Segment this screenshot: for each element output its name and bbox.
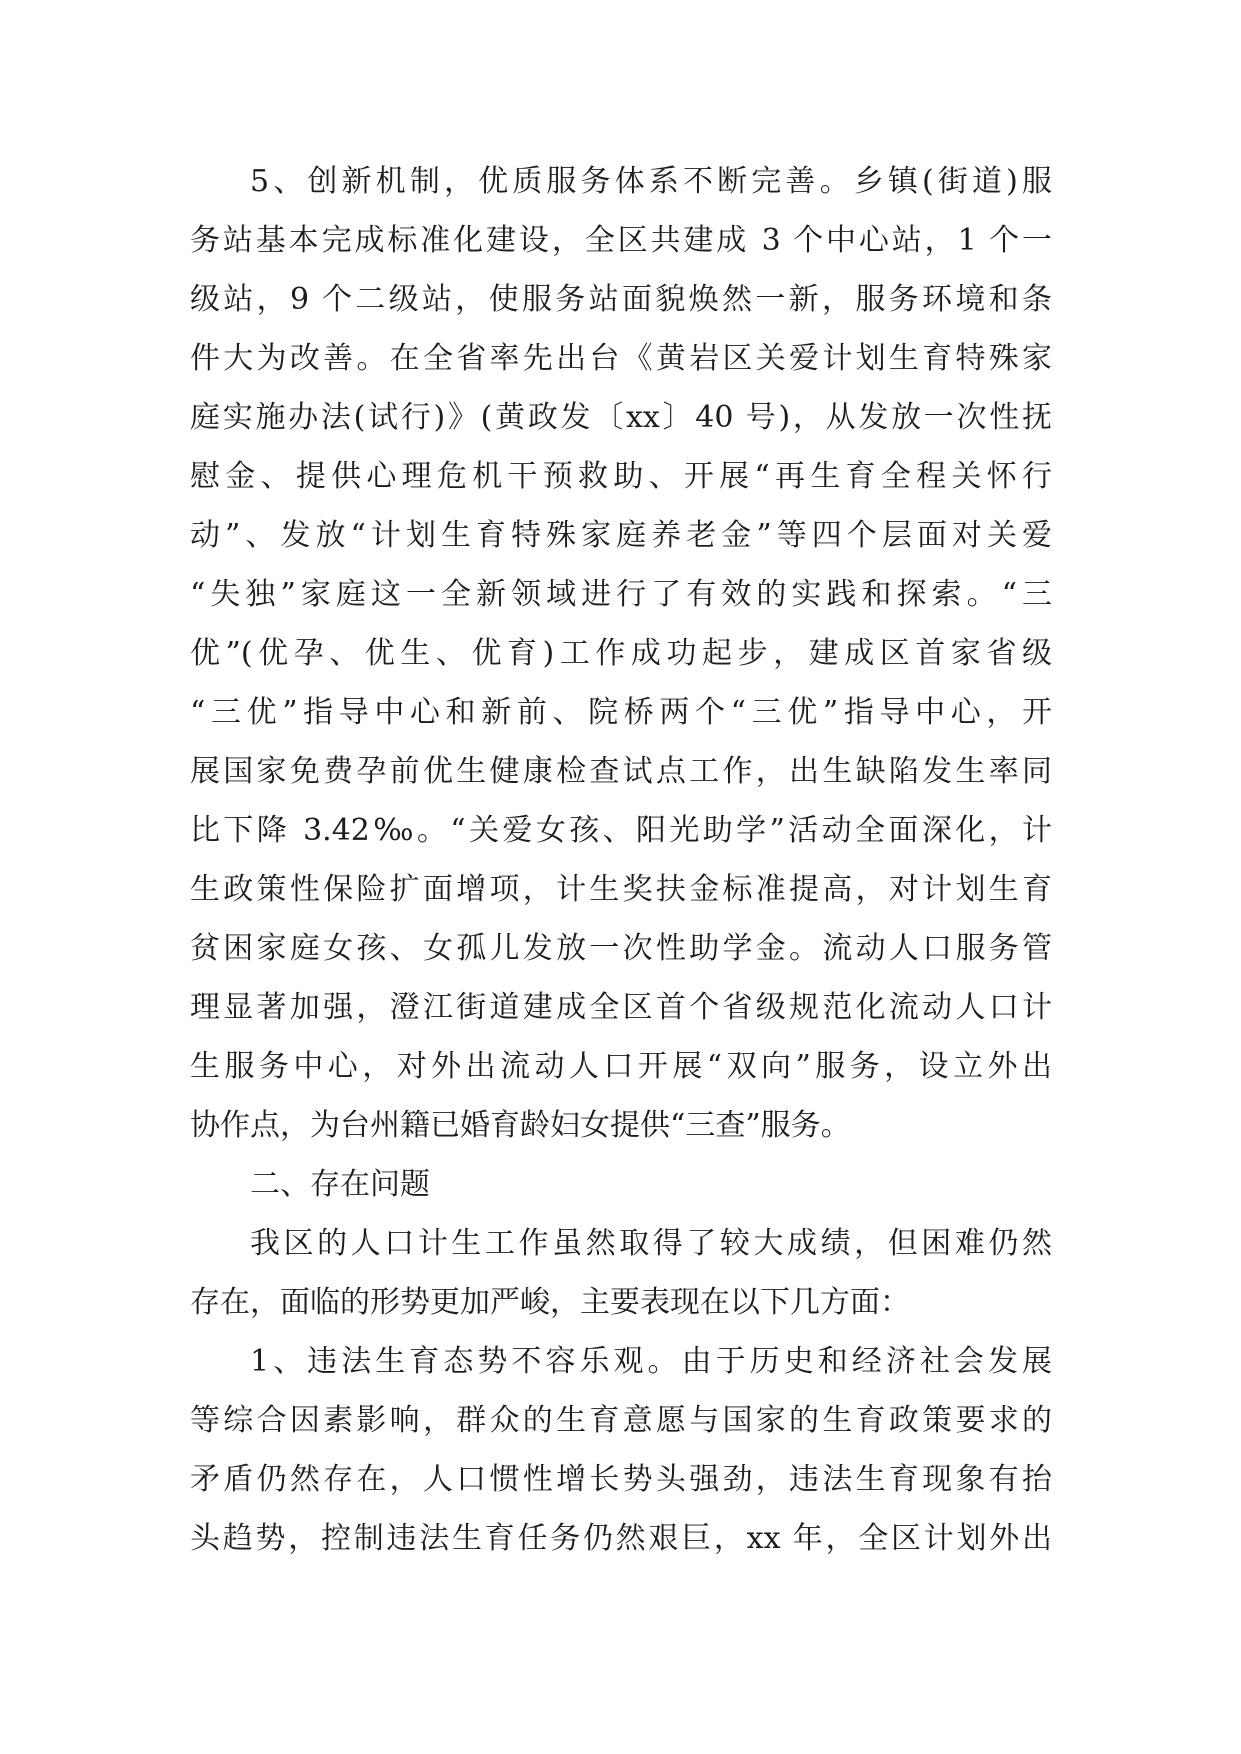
paragraph-line: 慰金、提供心理危机干预救助、开展“再生育全程关怀行 (190, 459, 1052, 494)
paragraph-line: 级站，9 个二级站，使服务站面貌焕然一新，服务环境和条 (190, 282, 1052, 317)
paragraph-line: “三优”指导中心和新前、院桥两个“三优”指导中心，开 (190, 695, 1052, 730)
paragraph-line: 5、创新机制，优质服务体系不断完善。乡镇(街道)服 (250, 164, 1052, 199)
paragraph-line: 贫困家庭女孩、女孤儿发放一次性助学金。流动人口服务管 (190, 931, 1052, 966)
paragraph-line: 协作点，为台州籍已婚育龄妇女提供“三查”服务。 (190, 1108, 851, 1143)
paragraph-line: 等综合因素影响，群众的生育意愿与国家的生育政策要求的 (190, 1403, 1052, 1438)
paragraph-line: 头趋势，控制违法生育任务仍然艰巨，xx 年，全区计划外出 (190, 1521, 1052, 1556)
paragraph-line: 优”(优孕、优生、优育)工作成功起步，建成区首家省级 (190, 636, 1052, 671)
paragraph-line: 生服务中心，对外出流动人口开展“双向”服务，设立外出 (190, 1049, 1052, 1084)
paragraph-line: 生政策性保险扩面增项，计生奖扶金标准提高，对计划生育 (190, 872, 1052, 907)
paragraph-line: 务站基本完成标准化建设，全区共建成 3 个中心站，1 个一 (190, 223, 1052, 258)
paragraph-line: 存在，面临的形势更加严峻，主要表现在以下几方面： (190, 1285, 910, 1320)
paragraph-line: 1、违法生育态势不容乐观。由于历史和经济社会发展 (250, 1344, 1052, 1379)
paragraph-line: “失独”家庭这一全新领域进行了有效的实践和探索。“三 (190, 577, 1052, 612)
paragraph-line: 比下降 3.42‰。“关爱女孩、阳光助学”活动全面深化，计 (190, 813, 1052, 848)
paragraph-line: 我区的人口计生工作虽然取得了较大成绩，但困难仍然 (250, 1226, 1052, 1261)
body-text (190, 152, 1052, 1568)
paragraph-line: 理显著加强，澄江街道建成全区首个省级规范化流动人口计 (190, 990, 1052, 1025)
paragraph-line: 庭实施办法(试行)》(黄政发〔xx〕40 号)，从发放一次性抚 (190, 400, 1052, 435)
paragraph-line: 展国家免费孕前优生健康检查试点工作，出生缺陷发生率同 (190, 754, 1052, 789)
paragraph-line: 件大为改善。在全省率先出台《黄岩区关爱计划生育特殊家 (190, 341, 1052, 376)
section-heading: 二、存在问题 (250, 1167, 430, 1202)
paragraph-line: 矛盾仍然存在，人口惯性增长势头强劲，违法生育现象有抬 (190, 1462, 1052, 1497)
paragraph-line: 动”、发放“计划生育特殊家庭养老金”等四个层面对关爱 (190, 518, 1052, 553)
